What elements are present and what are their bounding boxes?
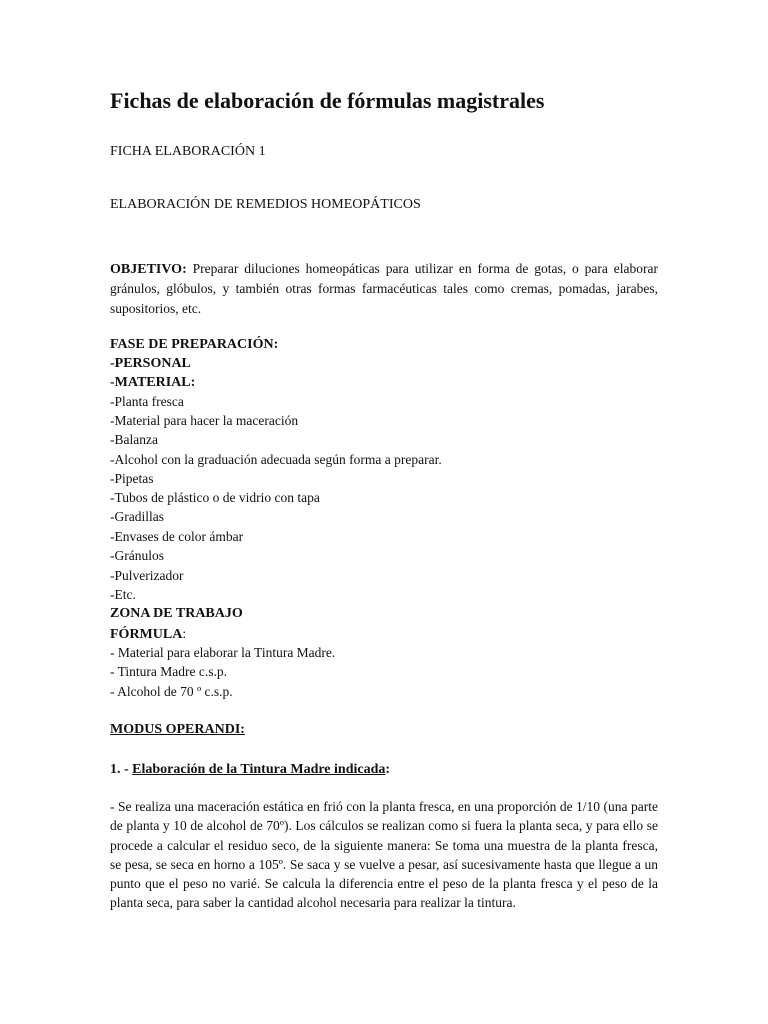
material-item: -Pulverizador [110,568,184,583]
personal-heading: -PERSONAL [110,356,191,371]
material-heading: -MATERIAL: [110,375,196,390]
formula-item: - Tintura Madre c.s.p. [110,664,227,679]
material-item: -Gradillas [110,509,164,524]
step1-heading [110,759,390,779]
formula-item: - Alcohol de 70 º c.s.p. [110,684,233,699]
modus-heading: MODUS OPERANDI: [110,722,245,737]
zona-heading: ZONA DE TRABAJO [110,606,243,621]
formula-heading [110,624,186,644]
material-item: -Planta fresca [110,394,184,409]
document-title: Fichas de elaboración de fórmulas magistrales [110,88,545,113]
material-item: -Gránulos [110,548,164,563]
step1-colon: : [385,762,391,777]
objetivo-paragraph [110,259,658,318]
formula-label: FÓRMULA [110,627,183,642]
formula-colon: : [182,626,187,641]
objetivo-label: OBJETIVO: [110,262,187,277]
material-item: -Envases de color ámbar [110,529,244,544]
material-item: -Material para hacer la maceración [110,413,299,428]
material-item: -Alcohol con la graduación adecuada según forma a preparar. [110,452,442,467]
material-item: -Pipetas [110,471,154,486]
material-item: -Etc. [110,587,136,602]
step1-number: 1. - [110,762,133,777]
fase-heading: FASE DE PREPARACIÓN: [110,337,279,352]
formula-item: - Material para elaborar la Tintura Madre. [110,645,336,660]
section-heading: ELABORACIÓN DE REMEDIOS HOMEOPÁTICOS [110,197,421,212]
material-item: -Tubos de plástico o de vidrio con tapa [110,490,320,505]
step1-label: Elaboración de la Tintura Madre indicada [132,762,386,777]
objetivo-text: Preparar diluciones homeopáticas para utilizar en forma de gotas, o para elaborar gránulos, glóbulos, y también otras formas farmacéuticas tales como cremas, pomadas, jarabes, supositorios, etc. [110,261,658,316]
material-item: -Balanza [110,432,158,447]
step1-paragraph: - Se realiza una maceración estática en frió con la planta fresca, en una proporción de 1/10 (una parte de planta y 10 de alcohol de 70º). Los cálculos se realizan como si fuera la planta seca, y para ello se procede a calcular el residuo seco, de la siguiente manera: Se toma una muestra de la planta fresca, se pesa, se seca en horno a 105º. Se saca y se vuelve a pesar, así sucesivamente hasta que llegue a un punto que el peso no varié. Se calcula la diferencia entre el peso de la planta fresca y el peso de la planta seca, para saber la cantidad alcohol necesaria para realizar la tintura. [110,799,658,911]
ficha-heading: FICHA ELABORACIÓN 1 [110,144,266,159]
